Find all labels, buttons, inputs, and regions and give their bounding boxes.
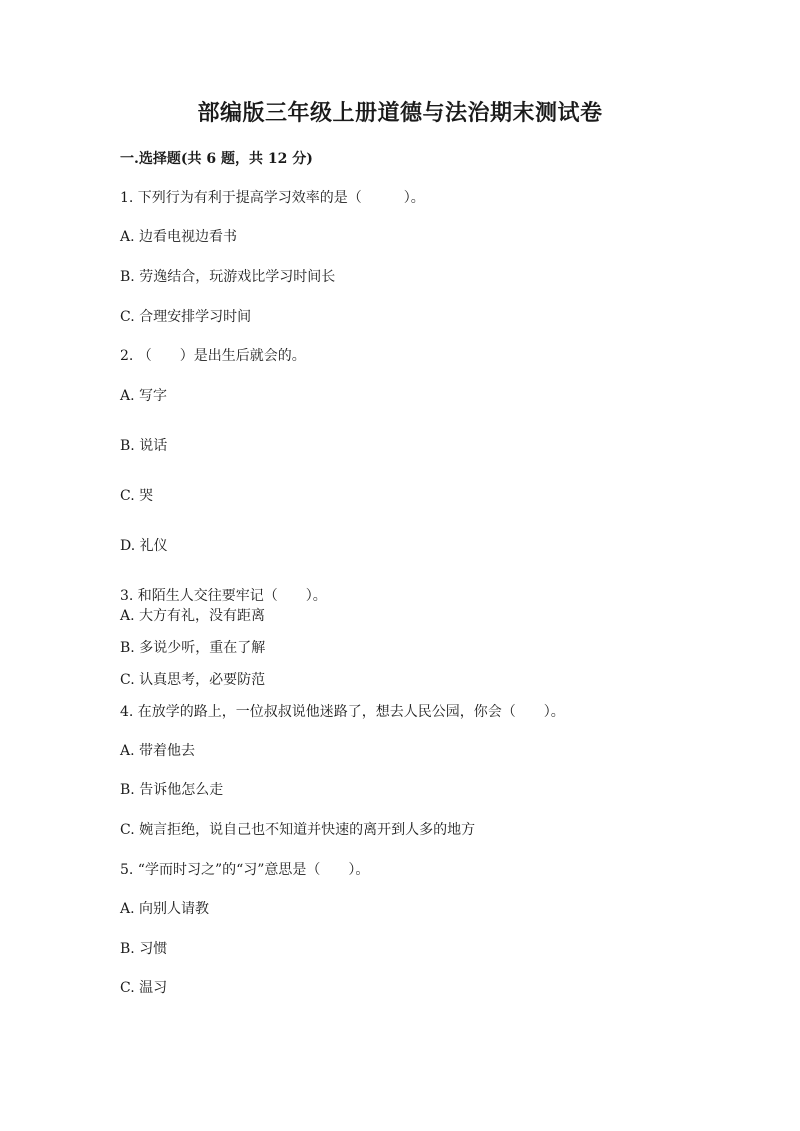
question-5-option-a: A. 向别人请教 [120,901,210,917]
question-1-option-b: B. 劳逸结合，玩游戏比学习时间长 [120,269,336,285]
question-1-option-c: C. 合理安排学习时间 [120,309,252,325]
question-3-stem: 3. 和陌生人交往要牢记（ ）。 [120,588,327,604]
question-2-option-c: C. 哭 [120,488,154,504]
question-4-stem: 4. 在放学的路上，一位叔叔说他迷路了，想去人民公园，你会（ ）。 [120,704,565,720]
question-5-stem: 5. “学而时习之”的“习”意思是（ ）。 [120,862,370,878]
question-4-option-b: B. 告诉他怎么走 [120,782,224,798]
question-3-option-a: A. 大方有礼，没有距离 [120,608,266,624]
question-3-option-c: C. 认真思考，必要防范 [120,672,266,688]
question-5-option-c: C. 温习 [120,980,168,996]
question-2-stem: 2. （ ）是出生后就会的。 [120,348,306,364]
question-1-option-a: A. 边看电视边看书 [120,229,238,245]
question-4-option-a: A. 带着他去 [120,743,196,759]
question-1-stem: 1. 下列行为有利于提高学习效率的是（ ）。 [120,190,425,206]
question-2-option-a: A. 写字 [120,388,168,404]
section-heading: 一.选择题(共 6 题，共 12 分) [120,151,313,167]
question-5-option-b: B. 习惯 [120,941,168,957]
question-2-option-d: D. 礼仪 [120,538,168,554]
question-4-option-c: C. 婉言拒绝，说自己也不知道并快速的离开到人多的地方 [120,822,476,838]
page-title: 部编版三年级上册道德与法治期末测试卷 [197,100,603,126]
question-3-option-b: B. 多说少听，重在了解 [120,640,266,656]
question-2-option-b: B. 说话 [120,438,168,454]
